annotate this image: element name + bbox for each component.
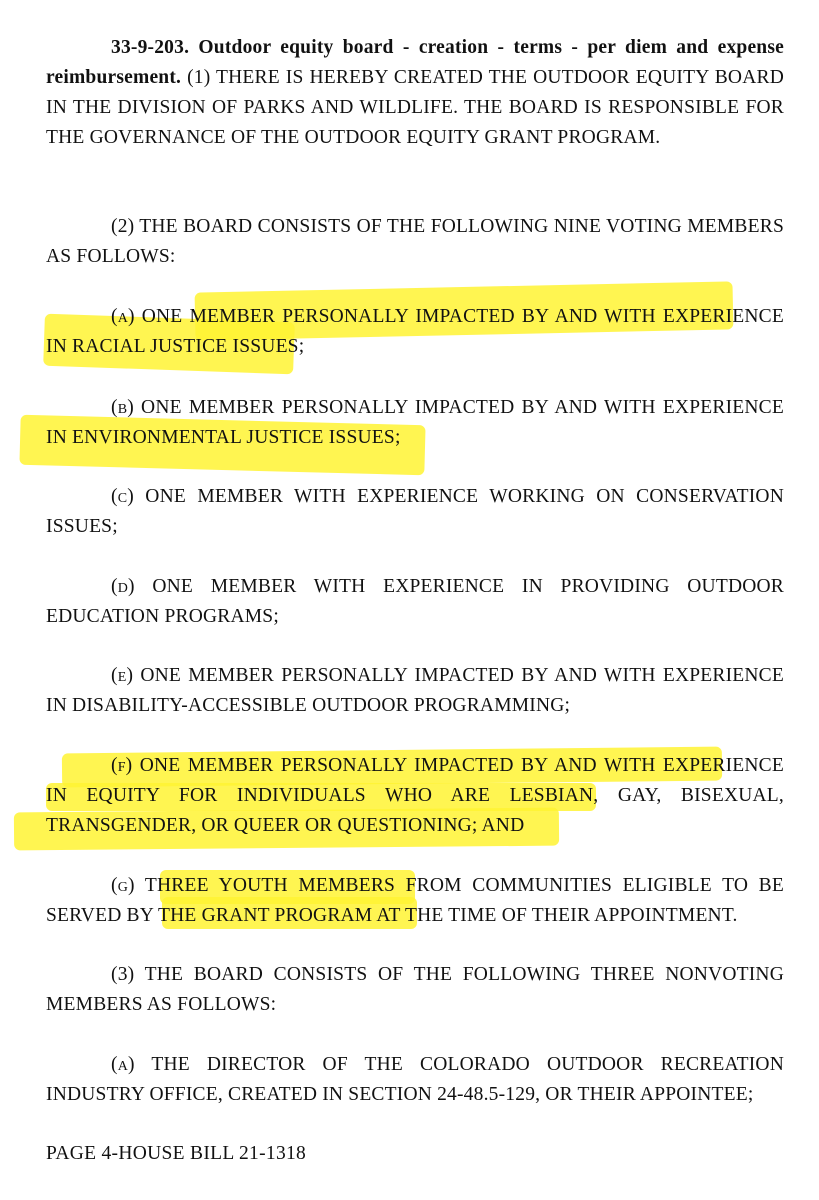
- clause-2e: (e) ONE MEMBER PERSONALLY IMPACTED BY AND WITH EXPERIENCE IN DISABILITY-ACCESSIBLE OUTDOOR PROGRAMMING;: [46, 665, 784, 716]
- clause-2a: (a) ONE MEMBER PERSONALLY IMPACTED BY AND WITH EXPERIENCE IN RACIAL JUSTICE ISSUES;: [46, 306, 784, 357]
- clause-2f: (f) ONE MEMBER PERSONALLY IMPACTED BY AND WITH EXPERIENCE IN EQUITY FOR INDIVIDUALS WHO ARE LESBIAN, GAY, BISEXUAL, TRANSGENDER, OR QUEER OR QUESTIONING; AND: [46, 755, 784, 836]
- paragraph-2: (2) THE BOARD CONSISTS OF THE FOLLOWING NINE VOTING MEMBERS AS FOLLOWS:: [46, 216, 784, 267]
- section-heading: 33-9-203. Outdoor equity board - creation - terms - per diem and expense reimbursement.: [46, 37, 784, 88]
- clause-2g: (g) THREE YOUTH MEMBERS FROM COMMUNITIES ELIGIBLE TO BE SERVED BY THE GRANT PROGRAM AT THE TIME OF THEIR APPOINTMENT.: [46, 875, 784, 926]
- subsection-number: (1): [187, 67, 211, 88]
- page-footer: PAGE 4-HOUSE BILL 21-1318: [46, 1143, 307, 1164]
- clause-2d: (d) ONE MEMBER WITH EXPERIENCE IN PROVIDING OUTDOOR EDUCATION PROGRAMS;: [46, 576, 784, 627]
- paragraph-1: [46, 33, 784, 153]
- paragraph-1-text: THERE IS HEREBY CREATED THE OUTDOOR EQUITY BOARD IN THE DIVISION OF PARKS AND WILDLIFE. THE BOARD IS RESPONSIBLE FOR THE GOVERNANCE OF THE OUTDOOR EQUITY GRANT PROGRAM.: [46, 67, 784, 148]
- clause-2c: (c) ONE MEMBER WITH EXPERIENCE WORKING ON CONSERVATION ISSUES;: [46, 486, 784, 537]
- clause-2b: (b) ONE MEMBER PERSONALLY IMPACTED BY AND WITH EXPERIENCE IN ENVIRONMENTAL JUSTICE ISSUES;: [46, 397, 784, 448]
- paragraph-3: (3) THE BOARD CONSISTS OF THE FOLLOWING THREE NONVOTING MEMBERS AS FOLLOWS:: [46, 964, 784, 1015]
- clause-3a: (a) THE DIRECTOR OF THE COLORADO OUTDOOR RECREATION INDUSTRY OFFICE, CREATED IN SECTION 24-48.5-129, OR THEIR APPOINTEE;: [46, 1054, 784, 1105]
